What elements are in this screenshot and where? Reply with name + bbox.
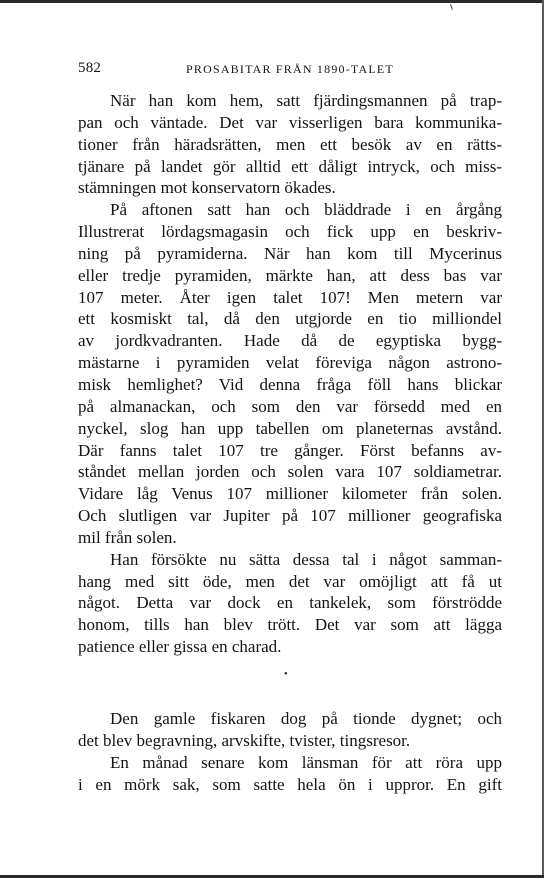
- text-line: En månad senare kom länsman för att röra upp: [110, 752, 502, 772]
- text-line: När han kom hem, satt fjärdingsmannen på trap-: [110, 91, 502, 110]
- running-head: [78, 60, 502, 78]
- text-line: honom, tills han blev trött. Det var som att lägga: [78, 615, 502, 635]
- text-line: Där fanns talet 107 tre gånger. Först befanns av-: [78, 440, 502, 460]
- text-line: eller tredje pyramiden, märkte han, att dess bas var: [78, 265, 502, 285]
- scan-edge-top: [0, 0, 544, 3]
- text-line: Och slutligen var Jupiter på 107 millioner geografiska: [78, 506, 502, 526]
- text-line: Den gamle fiskaren dog på tionde dygnet; och: [110, 709, 502, 728]
- text-line: tjänare på landet gör alltid ett dåligt intryck, och miss-: [78, 156, 502, 176]
- text-line: stämningen mot konservatorn ökades.: [78, 178, 336, 198]
- text-line: mästarne i pyramiden velat föreviga någon astrono-: [78, 353, 502, 373]
- running-title: PROSABITAR FRÅN 1890-TALET: [186, 62, 394, 76]
- text-line: pan och väntade. Det var visserligen bara kommunika-: [78, 112, 502, 132]
- text-line: misk hemlighet? Vid denna fråga föll hans blickar: [78, 374, 502, 394]
- page-number: 582: [78, 60, 102, 76]
- scan-mark: [450, 4, 453, 10]
- text-line: Han försökte nu sätta dessa tal i något samman-: [110, 549, 502, 569]
- text-line: ning på pyramiderna. När han kom till Mycerinus: [78, 243, 502, 263]
- text-line: tioner från häradsrätten, men ett besök av en rätts-: [78, 134, 502, 154]
- body-text-section-2: [78, 708, 502, 795]
- body-text-section-1: [78, 90, 502, 658]
- text-line: nyckel, slog han upp tabellen om planeternas avstånd.: [78, 418, 502, 438]
- text-line: mil från solen.: [78, 527, 177, 547]
- text-line: ståndet mellan jorden och solen vara 107 soldiametrar.: [78, 462, 502, 482]
- text-line: Vidare låg Venus 107 millioner kilometer från solen.: [78, 484, 502, 504]
- text-line: ett kosmiskt tal, då den utgjorde en tio milliondel: [78, 309, 502, 329]
- text-line: något. Detta var dock en tankelek, som förströdde: [78, 593, 502, 613]
- text-line: det blev begravning, arvskifte, tvister, tingsresor.: [78, 730, 411, 750]
- text-line: På aftonen satt han och bläddrade i en årgång: [110, 200, 502, 220]
- section-break-ornament: •: [284, 669, 288, 680]
- text-line: i en mörk sak, som satte hela ön i uppror. En gift: [78, 774, 502, 794]
- text-line: hang med sitt öde, men det var omöjligt att få ut: [78, 571, 502, 591]
- text-line: av jordkvadranten. Hade då de egyptiska bygg-: [78, 331, 502, 351]
- text-line: på almanackan, och som den var försedd med en: [78, 396, 502, 416]
- text-line: Illustrerat lördagsmagasin och fick upp en beskriv-: [78, 222, 502, 242]
- text-line: patience eller gissa en charad.: [78, 637, 282, 657]
- text-line: 107 meter. Åter igen talet 107! Men metern var: [78, 287, 502, 307]
